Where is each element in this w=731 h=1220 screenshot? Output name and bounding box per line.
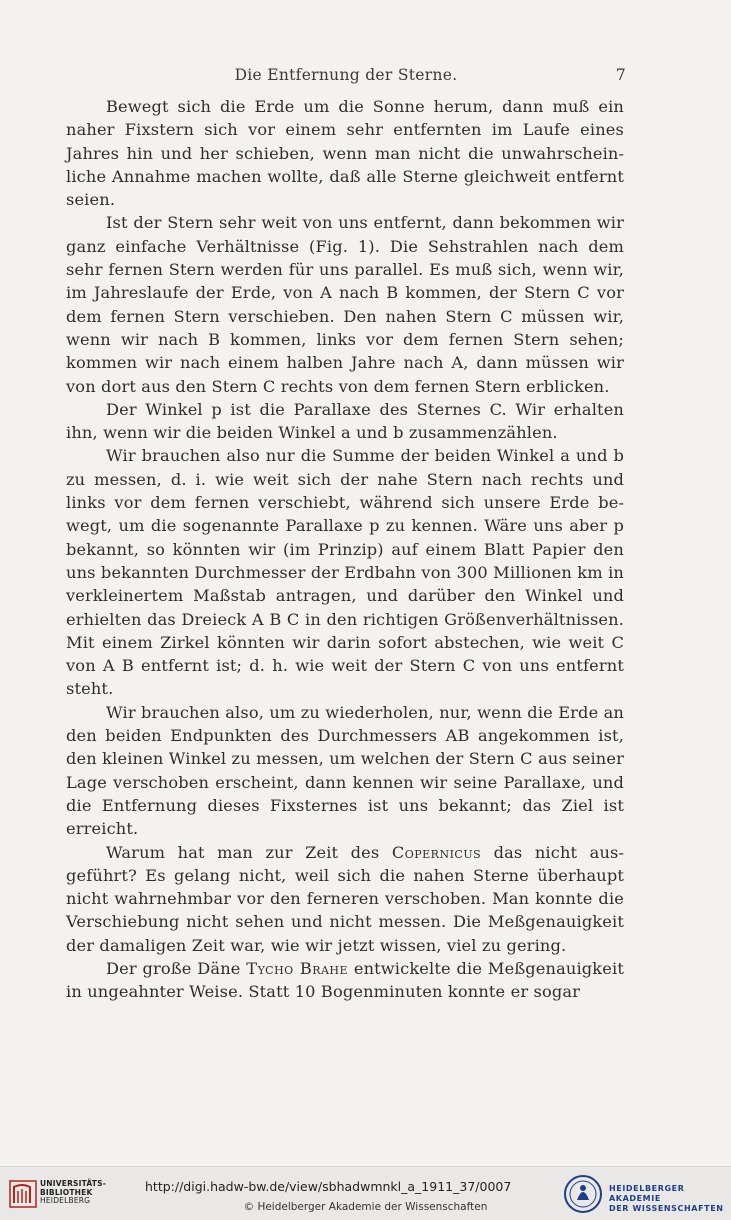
page-number: 7 (615, 66, 626, 84)
academy-name: HEIDELBERGER AKADEMIE DER WISSENSCHAFTEN (609, 1184, 724, 1213)
library-name: UNIVERSITÄTS- BIBLIOTHEK HEIDELBERG (40, 1179, 107, 1206)
paragraph-text: Der große Däne (106, 958, 247, 978)
paragraph-text: das nicht ausgeführt? Es gelang nicht, weil sich die nahen Sterne überhaupt nicht wahrnehmbar vor den ferneren verschoben. Man konnte die Verschiebung nicht sehen und nicht messen. Die Meßgenauigkeit der damaligen Zeit war, wie wir jetzt wissen, viel zu gering. (66, 842, 624, 955)
paragraph-text: Warum hat man zur Zeit des (106, 842, 392, 862)
paragraph: Wir brauchen also nur die Summe der beiden Winkel a und b zu messen, d. i. wie weit sich der nahe Stern nach rechts und links vor dem fernen verschiebt, während sich unsere Erde bewegt, um die sogenannte Parallaxe p zu kennen. Wäre uns aber p bekannt, so könnten wir (im Prinzip) auf einem Blatt Papier den uns bekannten Durchmesser der Erdbahn von 300 Millionen km in verkleinertem Maßstab antragen, und darüber den Winkel und erhielten das Dreieck A B C in den richtigen Größenverhältnissen. Mit einem Zirkel könnten wir darin sofort abstechen, wie weit C von A B entfernt ist; d. h. wie weit der Stern C von uns entfernt steht. (66, 446, 624, 699)
person-name: Copernicus (391, 842, 482, 862)
paragraph: Der Winkel p ist die Parallaxe des Sternes C. Wir erhalten ihn, wenn wir die beiden Winkel a und b zusammenzählen. (66, 399, 624, 443)
copyright-notice: © Heidelberger Akademie der Wissenschaften (243, 1201, 488, 1213)
person-name: Tycho Brahe (246, 958, 349, 978)
paragraph (66, 841, 624, 957)
permalink-url[interactable]: http://digi.hadw-bw.de/view/sbhadwmnkl_a_1911_37/0007 (145, 1179, 512, 1194)
viewer-footer (0, 1166, 731, 1220)
running-title: Die Entfernung der Sterne. (234, 66, 458, 84)
paragraph (66, 957, 624, 1004)
running-header (66, 66, 626, 90)
academy-seal-icon (563, 1174, 603, 1214)
paragraph-text: entwickelte die Meßgenauigkeit in ungeahnter Weise. Statt 10 Bogenminuten konnte er sogar (66, 958, 624, 1002)
paragraph: Wir brauchen also, um zu wiederholen, nur, wenn die Erde an den beiden Endpunkten des Durchmessers AB angekommen ist, den kleinen Winkel zu messen, um welchen der Stern C aus seiner Lage verschoben erscheint, dann kennen wir seine Parallaxe, und die Entfernung dieses Fixsternes ist uns bekannt; das Ziel ist erreicht. (66, 702, 624, 839)
body-text (66, 95, 624, 1004)
paragraph: Ist der Stern sehr weit von uns entfernt, dann bekommen wir ganz einfache Verhältnisse (Fig. 1). Die Sehstrahlen nach dem sehr fernen Stern werden für uns parallel. Es muß sich, wenn wir, im Jahreslaufe der Erde, von A nach B kommen, der Stern C vor dem fernen Stern verschieben. Den nahen Stern C müssen wir, wenn wir nach B kommen, links vor dem fernen Stern sehen; kommen wir nach einem halben Jahre nach A, dann müssen wir von dort aus den Stern C rechts von dem fernen Stern erblicken. (66, 213, 624, 396)
paragraph: Bewegt sich die Erde um die Sonne herum, dann muß ein naher Fixstern sich vor einem sehr entfernten im Laufe eines Jahres hin und her schieben, wenn man nicht die unwahrscheinliche Annahme machen wollte, daß alle Sterne gleichweit entfernt seien. (66, 97, 624, 210)
